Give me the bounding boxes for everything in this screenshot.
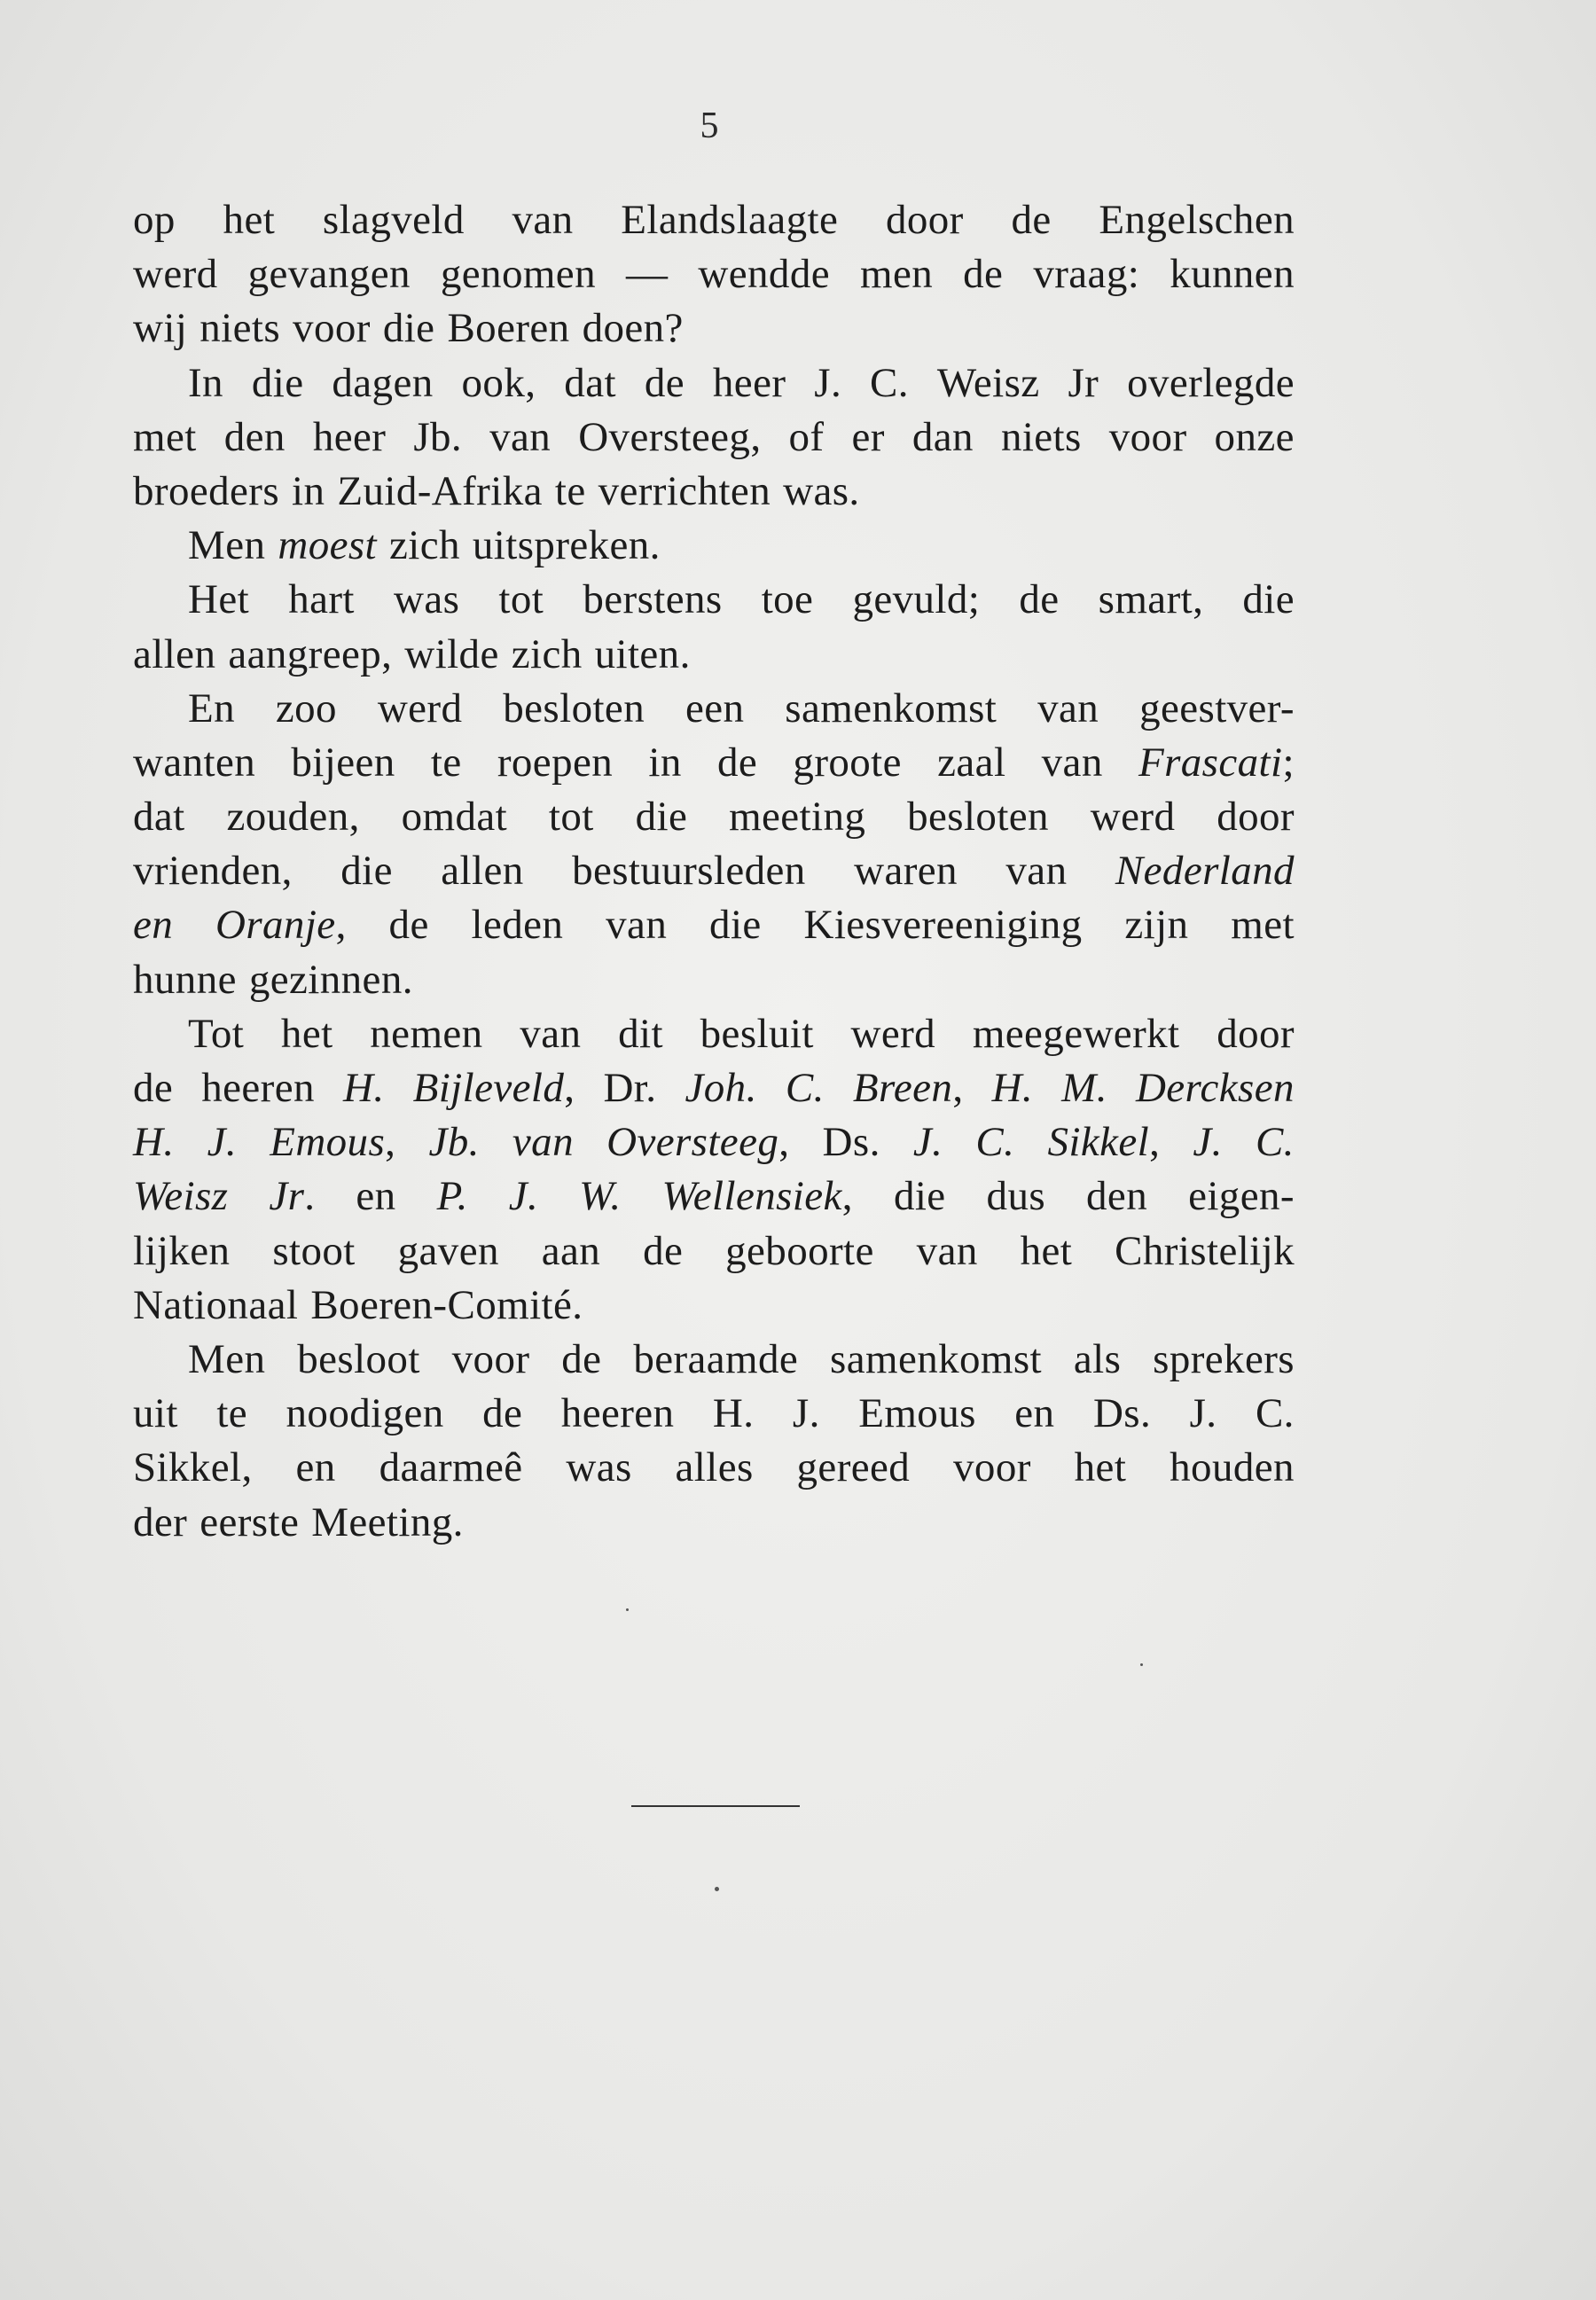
italic-word: Weisz xyxy=(133,1173,229,1220)
word: niets xyxy=(1000,413,1082,460)
word: uitspreken. xyxy=(472,522,661,569)
italic-word: C. xyxy=(975,1119,1015,1166)
word: geestver- xyxy=(1139,685,1295,731)
word: Wellensiek, xyxy=(661,1173,853,1220)
word: die xyxy=(635,794,688,841)
word: door xyxy=(885,197,964,243)
word: die xyxy=(340,848,393,895)
word: wanten xyxy=(133,739,256,786)
word: Men xyxy=(188,1335,266,1382)
text-line xyxy=(133,844,1295,898)
word: Oversteeg, xyxy=(606,1119,790,1166)
italic-word: J. xyxy=(1193,1119,1223,1166)
word: gereed xyxy=(796,1444,911,1491)
italic-word: moest xyxy=(278,522,378,569)
word: uiten. xyxy=(594,630,691,677)
italic-word: Oranje xyxy=(215,902,336,949)
word: zich xyxy=(511,630,583,677)
word: de xyxy=(1011,197,1052,243)
word: den xyxy=(1086,1173,1148,1220)
text-line xyxy=(133,193,1295,247)
word: de xyxy=(388,902,429,949)
word: slagveld xyxy=(322,197,465,243)
word: tot xyxy=(498,576,544,623)
word: zich xyxy=(389,522,460,569)
word xyxy=(975,1115,1014,1170)
print-speck xyxy=(715,1887,719,1891)
word: lijken xyxy=(133,1227,231,1274)
word: van xyxy=(1005,848,1068,895)
italic-word: W. xyxy=(579,1173,622,1220)
word: Bijleveld, xyxy=(412,1065,575,1111)
word: zijn xyxy=(1124,902,1189,949)
word: tot xyxy=(548,794,594,841)
word: eerste xyxy=(200,1498,300,1545)
text-line xyxy=(133,247,1295,301)
word: aan xyxy=(541,1227,601,1274)
word: dus xyxy=(986,1173,1046,1220)
word: het xyxy=(223,197,276,243)
word: groote xyxy=(793,739,902,786)
word: die xyxy=(251,359,304,406)
word: Ds. xyxy=(822,1119,880,1166)
word: Weisz xyxy=(936,359,1040,406)
word: of xyxy=(788,413,825,460)
word xyxy=(913,1115,943,1170)
word: werd xyxy=(1090,794,1176,841)
word: Sikkel, xyxy=(1047,1119,1161,1166)
word: broeders xyxy=(133,467,280,514)
word: gezinnen. xyxy=(248,956,413,1003)
word: den xyxy=(223,413,286,460)
word: Jb. xyxy=(413,413,463,460)
word xyxy=(133,1115,175,1170)
word: leden xyxy=(471,902,564,949)
word: doen? xyxy=(582,305,684,352)
text-line xyxy=(133,1333,1295,1387)
word: genomen xyxy=(440,251,596,298)
word: de xyxy=(644,359,685,406)
text-line xyxy=(133,1007,1295,1061)
text-line xyxy=(133,519,1295,573)
italic-word: Emous xyxy=(270,1119,386,1166)
word: te xyxy=(430,739,462,786)
word: allen xyxy=(133,630,216,677)
word: het xyxy=(1074,1444,1127,1491)
italic-word: Dercksen xyxy=(1135,1065,1295,1111)
word: van xyxy=(1041,739,1103,786)
body-text xyxy=(133,193,1295,1550)
word: Tot xyxy=(188,1010,245,1057)
text-line xyxy=(133,1061,1295,1115)
word: voor xyxy=(451,1335,530,1382)
word xyxy=(1136,1061,1295,1115)
italic-word: Joh. xyxy=(685,1065,757,1111)
word: de xyxy=(482,1390,523,1437)
word: Jr. xyxy=(269,1173,316,1220)
word: uit xyxy=(133,1390,178,1437)
word xyxy=(133,1170,228,1224)
word: zaal xyxy=(937,739,1006,786)
text-line xyxy=(133,1279,1295,1333)
text-line xyxy=(133,573,1295,627)
word: met xyxy=(1231,902,1295,949)
italic-word: J. xyxy=(912,1119,943,1166)
word: wendde xyxy=(698,251,830,298)
word: Breen, xyxy=(852,1065,964,1111)
word: de xyxy=(1019,576,1060,623)
word: heeren xyxy=(560,1390,675,1437)
text-line xyxy=(133,1115,1295,1170)
word: J. xyxy=(792,1390,820,1437)
word xyxy=(207,1115,237,1170)
print-speck xyxy=(626,1608,629,1611)
word: dat xyxy=(564,359,616,406)
word: door xyxy=(1217,1010,1295,1057)
text-line xyxy=(133,1387,1295,1441)
word: dat xyxy=(133,794,185,841)
text-line xyxy=(133,953,1295,1007)
word: bestuursleden xyxy=(572,848,806,895)
word: was xyxy=(393,576,460,623)
word: van xyxy=(512,197,574,243)
text-line xyxy=(133,898,1295,952)
word: waren xyxy=(854,848,958,895)
italic-word: J. xyxy=(508,1173,539,1220)
word: op xyxy=(133,197,176,243)
word: — xyxy=(626,251,669,298)
word: J. xyxy=(814,359,842,406)
word: beraamde xyxy=(633,1335,799,1382)
word: Frascati; xyxy=(1138,739,1295,786)
word: van xyxy=(916,1227,978,1274)
word: werd xyxy=(133,251,218,298)
word: de xyxy=(133,1065,174,1111)
word: stoot xyxy=(272,1227,356,1274)
word: van xyxy=(606,902,668,949)
italic-word: C. xyxy=(1255,1119,1295,1166)
word: overlegde xyxy=(1127,359,1295,406)
word: Dr. xyxy=(603,1065,657,1111)
word: heer xyxy=(712,359,786,406)
word: Emous, xyxy=(270,1119,396,1166)
word: werd xyxy=(377,685,463,731)
print-speck xyxy=(1140,1663,1143,1666)
word: gevangen xyxy=(247,251,411,298)
word: Sikkel, xyxy=(133,1444,253,1491)
word xyxy=(437,1170,468,1224)
word: En xyxy=(188,685,236,731)
word: Boeren xyxy=(447,305,570,352)
text-line xyxy=(133,1224,1295,1279)
italic-word: Jr xyxy=(269,1173,305,1220)
word: die xyxy=(893,1173,946,1220)
word: sprekers xyxy=(1153,1335,1295,1382)
word: alles xyxy=(675,1444,754,1491)
word xyxy=(509,1170,538,1224)
italic-word: Breen xyxy=(852,1065,953,1111)
word: bijeen xyxy=(291,739,395,786)
word: te xyxy=(216,1390,248,1437)
word: de xyxy=(561,1335,602,1382)
italic-word: H. xyxy=(133,1119,175,1166)
italic-word: H. xyxy=(343,1065,385,1111)
text-line xyxy=(133,411,1295,465)
text-line xyxy=(133,736,1295,790)
word xyxy=(786,1061,825,1115)
word: voor xyxy=(293,305,371,352)
word: roepen xyxy=(497,739,614,786)
italic-word: Jb. xyxy=(428,1119,480,1166)
word: Nationaal xyxy=(133,1281,299,1328)
word: met xyxy=(133,413,197,460)
word: ook, xyxy=(461,359,536,406)
word: dagen xyxy=(332,359,434,406)
word: die xyxy=(1242,576,1295,623)
word: In xyxy=(188,359,223,406)
italic-word: Bijleveld xyxy=(412,1065,565,1111)
word: onze xyxy=(1214,413,1295,460)
word: Boeren-Comité. xyxy=(310,1281,583,1328)
word: was. xyxy=(783,467,860,514)
word: besluit xyxy=(700,1010,814,1057)
word: hunne xyxy=(133,956,237,1003)
word: geboorte xyxy=(725,1227,874,1274)
word: J. xyxy=(1189,1390,1217,1437)
italic-word: Frascati xyxy=(1138,739,1283,786)
word: Het xyxy=(188,576,250,623)
word: er xyxy=(851,413,885,460)
word: kunnen xyxy=(1170,251,1295,298)
word: hart xyxy=(288,576,355,623)
italic-word: en xyxy=(133,902,174,949)
word: die xyxy=(709,902,762,949)
word: heer xyxy=(312,413,387,460)
word: en xyxy=(356,1173,396,1220)
word: wij xyxy=(133,305,188,352)
word: Elandslaagte xyxy=(621,197,839,243)
word: vrienden, xyxy=(133,848,293,895)
text-line xyxy=(133,682,1295,736)
section-divider-rule xyxy=(631,1805,800,1807)
word: Ds. xyxy=(1092,1390,1152,1437)
word: te xyxy=(554,467,586,514)
word: daarmeê xyxy=(379,1444,523,1491)
word: was xyxy=(566,1444,632,1491)
word: in xyxy=(648,739,682,786)
word: niets xyxy=(200,305,281,352)
word: Kiesvereeniging xyxy=(803,902,1083,949)
word: aangreep, xyxy=(228,630,393,677)
word: C. xyxy=(870,359,909,406)
word: Engelschen xyxy=(1099,197,1295,243)
text-line xyxy=(133,301,1295,356)
word: dan xyxy=(911,413,974,460)
italic-word: C. xyxy=(785,1065,825,1111)
word: der xyxy=(133,1498,188,1545)
word: vraag: xyxy=(1033,251,1140,298)
word: omdat xyxy=(401,794,508,841)
word: Jr xyxy=(1068,359,1099,406)
word: Meeting. xyxy=(311,1498,464,1545)
word: Men xyxy=(188,522,266,569)
word xyxy=(992,1061,1034,1115)
word: van xyxy=(1037,685,1099,731)
word: en xyxy=(1014,1390,1055,1437)
word xyxy=(1256,1115,1295,1170)
word: besloten xyxy=(907,794,1049,841)
word: heeren xyxy=(201,1065,315,1111)
word: door xyxy=(1217,794,1295,841)
word: zouden, xyxy=(226,794,360,841)
word: van xyxy=(520,1010,582,1057)
word: samenkomst xyxy=(830,1335,1043,1382)
word: nemen xyxy=(370,1010,483,1057)
word: eigen- xyxy=(1188,1173,1295,1220)
word: een xyxy=(685,685,745,731)
word: gaven xyxy=(397,1227,499,1274)
word: het xyxy=(1020,1227,1073,1274)
text-line xyxy=(133,1170,1295,1224)
word: wilde xyxy=(404,630,499,677)
italic-word: Nederland xyxy=(1115,848,1295,895)
text-line xyxy=(133,790,1295,844)
word xyxy=(1115,844,1295,898)
page-number: 5 xyxy=(700,106,719,146)
word: besloot xyxy=(297,1335,420,1382)
word xyxy=(1061,1061,1107,1115)
word: houden xyxy=(1170,1444,1295,1491)
word: samenkomst xyxy=(785,685,998,731)
text-line xyxy=(133,628,1295,682)
word: zoo xyxy=(275,685,337,731)
italic-word: Wellensiek xyxy=(661,1173,842,1220)
word: allen xyxy=(441,848,524,895)
word: noodigen xyxy=(286,1390,444,1437)
word: de xyxy=(717,739,758,786)
word: smart, xyxy=(1098,576,1204,623)
word: meeting xyxy=(729,794,866,841)
word: die xyxy=(382,305,435,352)
word: Oranje, xyxy=(215,902,347,949)
word: gevuld; xyxy=(852,576,981,623)
word: werd xyxy=(850,1010,936,1057)
word xyxy=(579,1170,621,1224)
italic-word: J. xyxy=(207,1119,238,1166)
word: besloten xyxy=(503,685,645,731)
word: voor xyxy=(953,1444,1031,1491)
word: meegewerkt xyxy=(972,1010,1180,1057)
word xyxy=(133,898,173,952)
italic-word: P. xyxy=(436,1173,468,1220)
italic-word: M. xyxy=(1061,1065,1107,1111)
word: Oversteeg, xyxy=(578,413,762,460)
word: verrichten xyxy=(598,467,771,514)
word: voor xyxy=(1108,413,1187,460)
text-line xyxy=(133,356,1295,411)
word xyxy=(1193,1115,1222,1170)
word: in xyxy=(292,467,325,514)
word: dit xyxy=(618,1010,663,1057)
word xyxy=(343,1061,385,1115)
italic-word: van xyxy=(512,1119,574,1166)
italic-word: Sikkel xyxy=(1047,1119,1150,1166)
word xyxy=(278,519,377,573)
italic-word: H. xyxy=(991,1065,1034,1111)
text-line xyxy=(133,465,1295,519)
word xyxy=(512,1115,574,1170)
word: als xyxy=(1073,1335,1122,1382)
word: men xyxy=(860,251,934,298)
text-line xyxy=(133,1441,1295,1495)
word: van xyxy=(489,413,552,460)
word: Zuid-Afrika xyxy=(337,467,543,514)
word: en xyxy=(295,1444,336,1491)
word: de xyxy=(643,1227,684,1274)
word: C. xyxy=(1255,1390,1295,1437)
text-line xyxy=(133,1496,1295,1550)
word xyxy=(428,1115,479,1170)
word: de xyxy=(963,251,1004,298)
word: Emous xyxy=(858,1390,976,1437)
word: H. xyxy=(712,1390,755,1437)
word: berstens xyxy=(583,576,723,623)
italic-word: Oversteeg xyxy=(606,1119,779,1166)
word xyxy=(685,1061,757,1115)
word: Christelijk xyxy=(1115,1227,1295,1274)
word: het xyxy=(280,1010,333,1057)
word: toe xyxy=(761,576,814,623)
